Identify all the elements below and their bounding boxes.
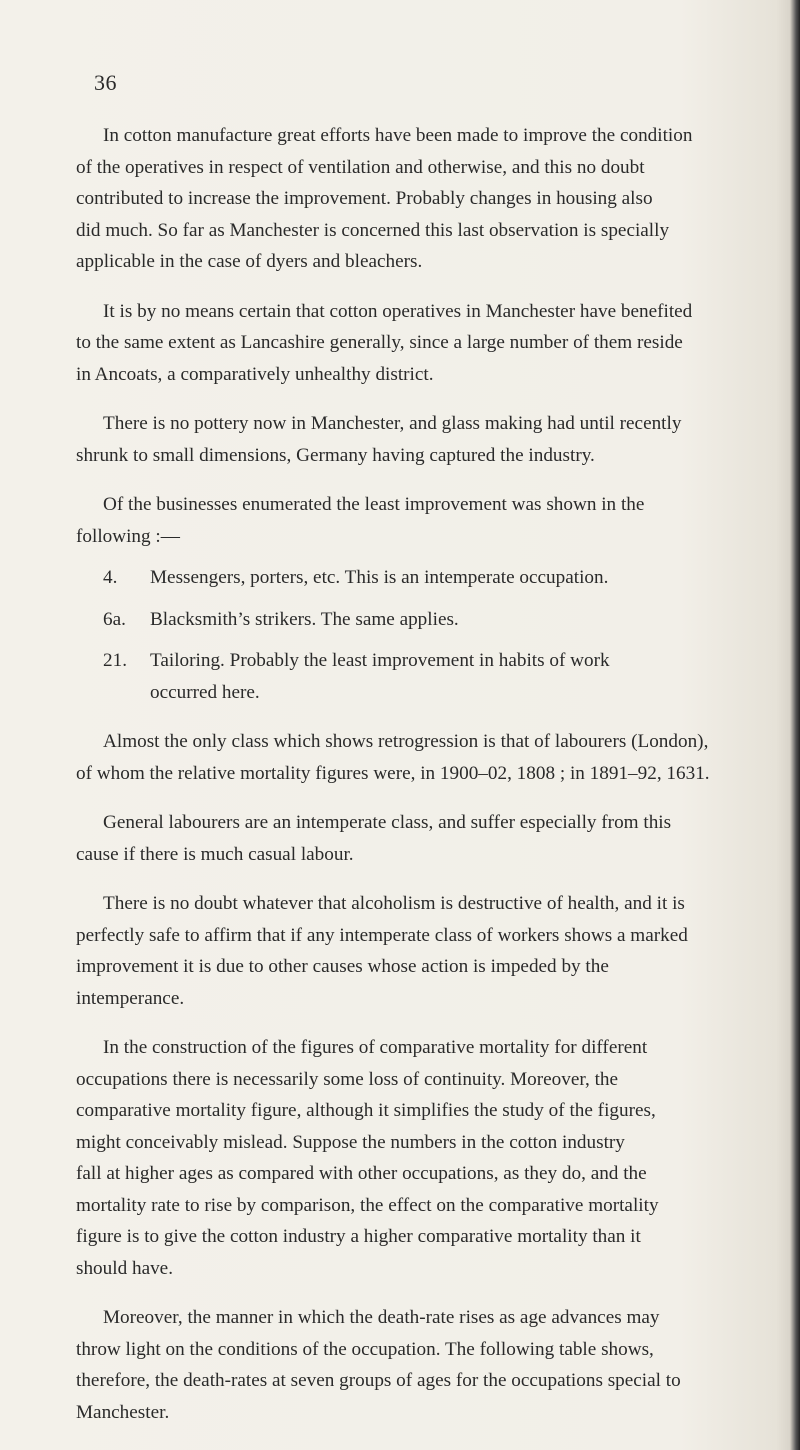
item-number: 4.: [103, 567, 118, 588]
paragraph: [76, 120, 792, 278]
text-line: applicable in the case of dyers and bleachers.: [76, 251, 423, 272]
text-line: There is no pottery now in Manchester, and glass making had until recently: [103, 413, 682, 434]
text-line: did much. So far as Manchester is concerned this last observation is specially: [76, 219, 670, 241]
text-line: Manchester.: [76, 1401, 170, 1423]
text-line: should have.: [76, 1257, 173, 1279]
text-line: might conceivably mislead. Suppose the numbers in the cotton industry: [76, 1131, 625, 1153]
text-line: There is no doubt whatever that alcoholism is destructive of health, and it is: [103, 893, 685, 914]
text-line: of whom the relative mortality figures were, in 1900–02, 1808 ; in 1891–92, 1631.: [76, 762, 710, 784]
text-line: In cotton manufacture great efforts have been made to improve the condition: [103, 125, 693, 146]
text-line: occupations there is necessarily some loss of continuity. Moreover, the: [76, 1068, 619, 1090]
text-line: Of the businesses enumerated the least improvement was shown in the: [103, 494, 645, 515]
page-body: [76, 120, 792, 1446]
text-line: Almost the only class which shows retrogression is that of labourers (London),: [103, 731, 709, 752]
text-line: following :—: [76, 525, 180, 547]
text-line: to the same extent as Lancashire generally, since a large number of them reside: [76, 332, 683, 353]
paragraph: [76, 489, 792, 552]
item-text: Tailoring. Probably the least improvement in habits of work: [150, 650, 610, 671]
list-item: [76, 562, 792, 594]
text-line: shrunk to small dimensions, Germany having captured the industry.: [76, 444, 595, 466]
text-line: Moreover, the manner in which the death-rate rises as age advances may: [103, 1307, 660, 1328]
paragraph: [76, 1032, 792, 1284]
text-line: therefore, the death-rates at seven groups of ages for the occupations special to: [76, 1370, 681, 1391]
text-line: cause if there is much casual labour.: [76, 843, 354, 865]
item-text: Messengers, porters, etc. This is an intemperate occupation.: [150, 567, 609, 588]
text-line: throw light on the conditions of the occupation. The following table shows,: [76, 1338, 654, 1360]
text-line: In the construction of the figures of comparative mortality for different: [103, 1037, 648, 1058]
text-line: of the operatives in respect of ventilation and otherwise, and this no doubt: [76, 156, 645, 178]
paragraph: [76, 408, 792, 471]
text-line: It is by no means certain that cotton operatives in Manchester have benefited: [103, 300, 693, 322]
text-line: figure is to give the cotton industry a higher comparative mortality than it: [76, 1226, 641, 1247]
paragraph: [76, 888, 792, 1014]
item-text: Blacksmith’s strikers. The same applies.: [150, 608, 459, 630]
paragraph: [76, 1302, 792, 1428]
text-line: General labourers are an intemperate class, and suffer especially from this: [103, 812, 672, 833]
list-item: [76, 645, 792, 708]
paragraph: [76, 807, 792, 870]
text-line: intemperance.: [76, 987, 185, 1009]
text-line: fall at higher ages as compared with other occupations, as they do, and the: [76, 1163, 647, 1184]
text-line: in Ancoats, a comparatively unhealthy district.: [76, 363, 434, 385]
item-number: 21.: [103, 650, 127, 671]
paragraph: [76, 296, 792, 391]
text-line: perfectly safe to affirm that if any intemperate class of workers shows a marked: [76, 924, 688, 946]
item-text-continued: occurred here.: [150, 681, 260, 703]
page-number: 36: [94, 70, 117, 95]
text-line: mortality rate to rise by comparison, the effect on the comparative mortality: [76, 1194, 659, 1216]
text-line: improvement it is due to other causes whose action is impeded by the: [76, 956, 609, 977]
text-line: comparative mortality figure, although it simplifies the study of the figures,: [76, 1100, 656, 1121]
list-item: [76, 604, 792, 636]
paragraph: [76, 726, 792, 789]
text-line: contributed to increase the improvement. Probably changes in housing also: [76, 188, 653, 209]
item-number: 6a.: [103, 608, 126, 630]
